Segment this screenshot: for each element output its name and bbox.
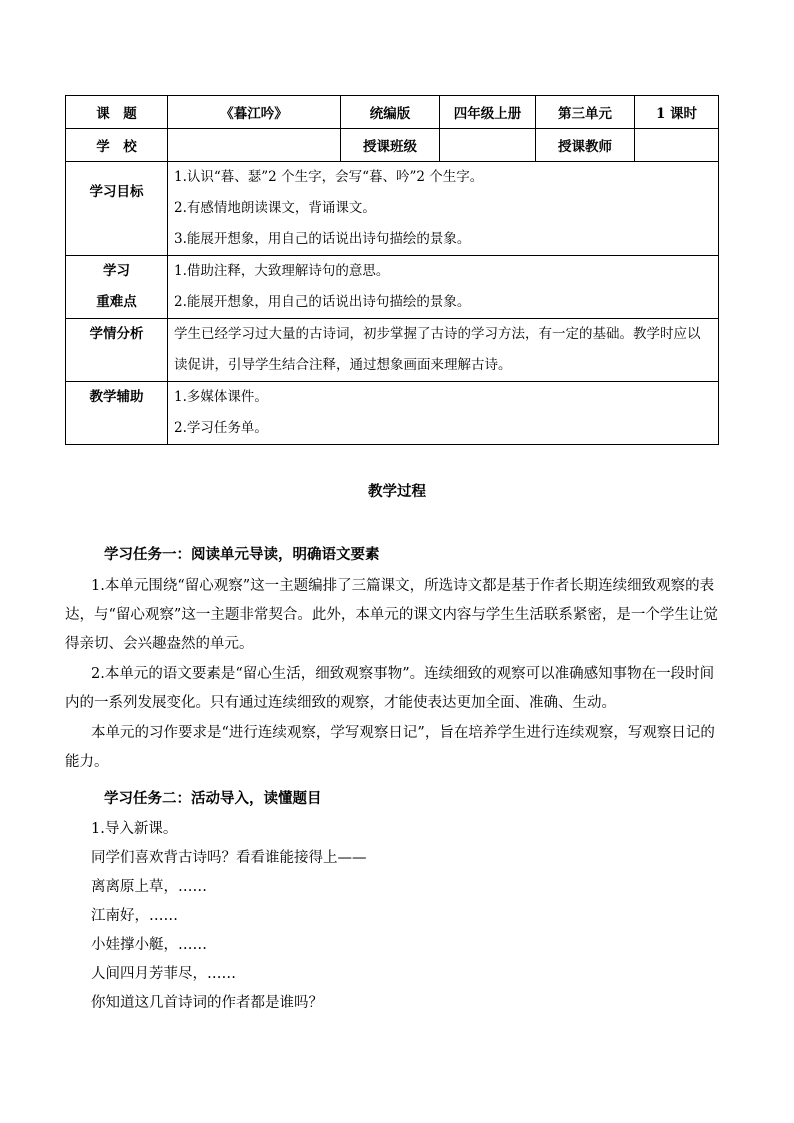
goals-cell <box>168 162 719 256</box>
grade: 四年级上册 <box>440 96 536 129</box>
analysis-label: 学情分析 <box>89 326 144 342</box>
unit: 第三单元 <box>536 96 635 129</box>
task2-line: 小娃撑小艇，…… <box>91 937 207 953</box>
goal-item: 2.有感情地朗读课文，背诵课文。 <box>174 200 376 216</box>
task2-line: 江南好，…… <box>91 908 178 924</box>
analysis-text: 学生已经学习过大量的古诗词，初步掌握了古诗的学习方法，有一定的基础。教学时应以读促讲，引导学生结合注释，通过想象画面来理解古诗。 <box>168 319 719 382</box>
task2-line: 离离原上草，…… <box>91 879 207 895</box>
task2-line: 你知道这几首诗词的作者都是谁吗？ <box>91 995 323 1011</box>
aids-cell <box>168 382 719 445</box>
class-label: 授课班级 <box>341 129 440 162</box>
task2-line: 1.导入新课。 <box>91 821 178 837</box>
info-row-analysis <box>66 319 719 382</box>
key-point-item: 1.借助注释，大致理解诗句的意思。 <box>174 263 390 279</box>
goal-item: 1.认识“暮、瑟”2 个生字，会写“暮、吟”2 个生字。 <box>174 169 484 185</box>
task2-line: 同学们喜欢背古诗吗？看看谁能接得上—— <box>91 850 367 866</box>
key-points-label-line1: 学习 <box>103 263 130 279</box>
aid-item: 2.学习任务单。 <box>174 420 268 436</box>
task2-line: 人间四月芳菲尽，…… <box>91 966 236 982</box>
task2-heading: 学习任务二：活动导入，读懂题目 <box>104 790 322 807</box>
teacher-label: 授课教师 <box>536 129 635 162</box>
key-points-label-cell <box>66 256 168 319</box>
course-title: 《暮江吟》 <box>168 96 341 129</box>
edition: 统编版 <box>341 96 440 129</box>
info-row-course <box>66 96 719 129</box>
info-row-aids <box>66 382 719 445</box>
goals-label: 学习目标 <box>89 184 144 200</box>
info-row-key-points <box>66 256 719 319</box>
key-points-label-line2: 重难点 <box>96 294 137 310</box>
process-title: 教学过程 <box>368 483 426 500</box>
analysis-label-cell <box>66 319 168 382</box>
task1-paragraph-1: 1.本单元围绕“留心观察”这一主题编排了三篇课文，所选诗文都是基于作者长期连续细致观察的表达，与“留心观察”这一主题非常契合。此外，本单元的课文内容与学生生活联系紧密，是一个学生让觉得亲切、会兴趣盎然的单元。 <box>65 578 718 652</box>
teacher-value <box>635 129 719 162</box>
key-points-cell <box>168 256 719 319</box>
aids-label: 教学辅助 <box>89 389 144 405</box>
key-point-item: 2.能展开想象，用自己的话说出诗句描绘的景象。 <box>174 294 471 310</box>
goals-label-cell <box>66 162 168 256</box>
info-row-goals <box>66 162 719 256</box>
class-value <box>440 129 536 162</box>
task1-paragraph-3: 本单元的习作要求是“进行连续观察，学写观察日记”，旨在培养学生进行连续观察，写观察日记的能力。 <box>65 725 715 770</box>
info-row-school <box>66 129 719 162</box>
aid-item: 1.多媒体课件。 <box>174 389 268 405</box>
class-hours: 1 课时 <box>635 96 719 129</box>
course-label: 课 题 <box>66 96 168 129</box>
task1-paragraph-2: 2.本单元的语文要素是“留心生活，细致观察事物”。连续细致的观察可以准确感知事物在一段时间内的一系列发展变化。只有通过连续细致的观察，才能使表达更加全面、准确、生动。 <box>65 666 715 711</box>
task1-heading: 学习任务一：阅读单元导读，明确语文要素 <box>104 546 380 563</box>
goal-item: 3.能展开想象，用自己的话说出诗句描绘的景象。 <box>174 231 471 247</box>
school-label: 学 校 <box>66 129 168 162</box>
aids-label-cell <box>66 382 168 445</box>
lesson-info-table <box>65 95 719 445</box>
school-value <box>168 129 341 162</box>
